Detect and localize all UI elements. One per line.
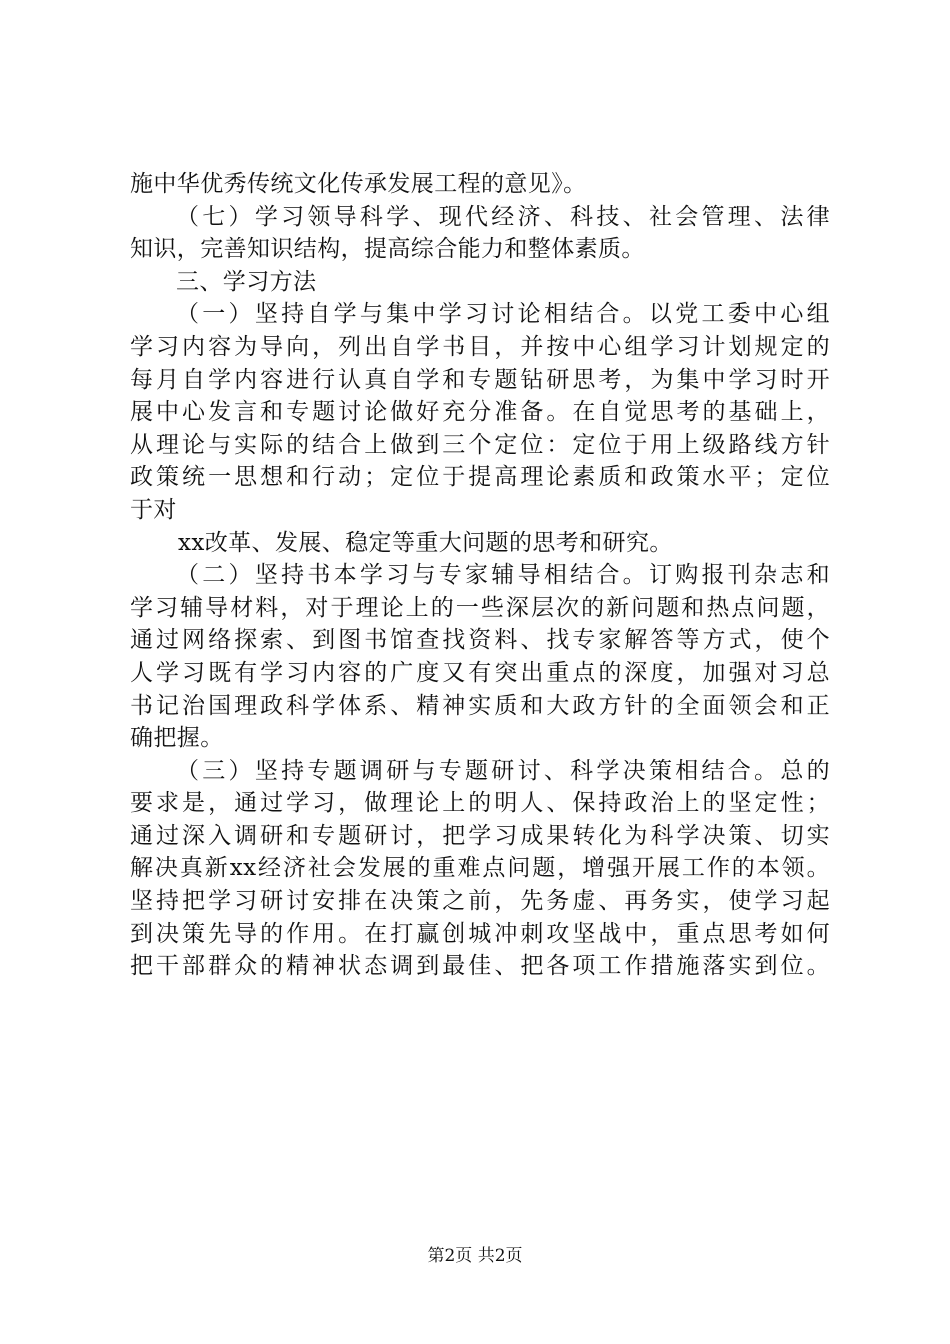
text-line: 书记治国理政科学体系、精神实质和大政方针的全面领会和正 [130,692,830,719]
text-line: 学习内容为导向，列出自学书目，并按中心组学习计划规定的 [130,333,830,360]
text-line: 知识，完善知识结构，提高综合能力和整体素质。 [130,236,645,263]
text-line: 通过深入调研和专题研讨，把学习成果转化为科学决策、切实 [130,822,830,849]
section-heading: 三、学习方法 [176,268,317,295]
text-line: 要求是，通过学习，做理论上的明人、保持政治上的坚定性； [130,790,830,817]
text-line: xx改革、发展、稳定等重大问题的思考和研究。 [178,529,673,556]
text-line: 人学习既有学习内容的广度又有突出重点的深度，加强对习总 [130,659,830,686]
text-line: 于对 [130,496,177,523]
text-line: 展中心发言和专题讨论做好充分准备。在自觉思考的基础上， [130,399,830,426]
text-line: 政策统一思想和行动；定位于提高理论素质和政策水平；定位 [130,464,830,491]
text-line: （二）坚持书本学习与专家辅导相结合。订购报刊杂志和 [176,562,830,589]
text-line: 从理论与实际的结合上做到三个定位：定位于用上级路线方针 [130,431,830,458]
text-line: （七）学习领导科学、现代经济、科技、社会管理、法律 [176,203,830,230]
text-line: 确把握。 [130,725,224,752]
text-line: 通过网络探索、到图书馆查找资料、找专家解答等方式，使个 [130,627,830,654]
page-footer: 第2页 共2页 [427,1246,523,1266]
text-line: （一）坚持自学与集中学习讨论相结合。以党工委中心组 [176,301,830,328]
text-line: 施中华优秀传统文化传承发展工程的意见》。 [130,171,587,197]
text-line: 每月自学内容进行认真自学和专题钻研思考，为集中学习时开 [130,366,830,393]
document-body [130,168,830,983]
text-line: 到决策先导的作用。在打赢创城冲刺攻坚战中，重点思考如何 [130,920,830,947]
text-line: 把干部群众的精神状态调到最佳、把各项工作措施落实到位。 [130,953,830,980]
text-line: 解决真新xx经济社会发展的重难点问题，增强开展工作的本领。 [130,855,830,882]
text-line: 学习辅导材料，对于理论上的一些深层次的新问题和热点问题， [130,594,830,621]
text-line: （三）坚持专题调研与专题研讨、科学决策相结合。总的 [176,757,830,784]
text-line: 坚持把学习研讨安排在决策之前，先务虚、再务实，使学习起 [130,888,830,915]
